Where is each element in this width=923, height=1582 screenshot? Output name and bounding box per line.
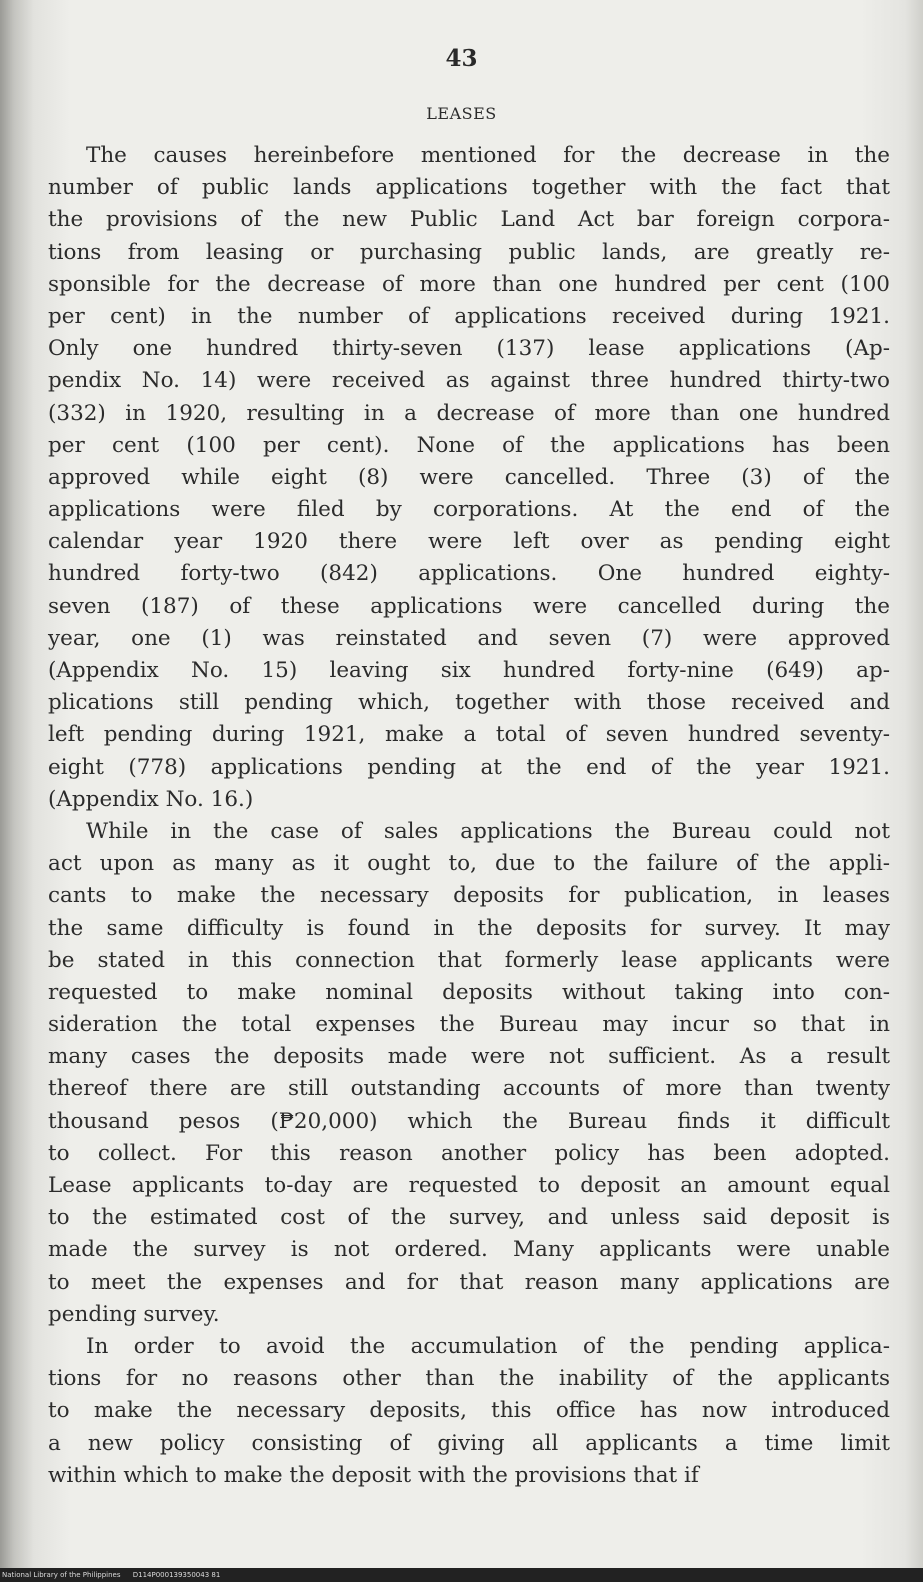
text-line: tions for no reasons other than the inability of the applicants <box>48 1366 890 1392</box>
text-line: applications were filed by corporations. At the end of the <box>48 497 890 523</box>
text-line: (Appendix No. 16.) <box>48 786 254 812</box>
text-line: Lease applicants to-day are requested to deposit an amount equal <box>48 1173 890 1198</box>
paragraph <box>48 816 890 1331</box>
paragraph <box>48 1331 890 1492</box>
text-line: to make the necessary deposits, this office has now introduced <box>48 1398 890 1424</box>
text-line: (332) in 1920, resulting in a decrease of more than one hundred <box>48 400 890 426</box>
text-line: (Appendix No. 15) leaving six hundred forty-nine (649) ap- <box>48 658 890 683</box>
text-line: to the estimated cost of the survey, and unless said deposit is <box>48 1205 890 1231</box>
text-line: made the survey is not ordered. Many applicants were unable <box>48 1237 890 1263</box>
text-line: In order to avoid the accumulation of the pending applica- <box>86 1333 890 1359</box>
text-line: per cent (100 per cent). None of the applications has been <box>48 432 890 458</box>
text-line: thereof there are still outstanding accounts of more than twenty <box>48 1076 890 1102</box>
text-line: be stated in this connection that formerly lease applicants were <box>48 947 890 973</box>
text-line: the same difficulty is found in the deposits for survey. It may <box>48 915 890 941</box>
text-line: pendix No. 14) were received as against three hundred thirty-two <box>48 368 890 394</box>
page-number: 43 <box>445 45 478 72</box>
text-line: to collect. For this reason another policy has been adopted. <box>48 1140 890 1166</box>
text-line: year, one (1) was reinstated and seven (7) were approved <box>48 625 890 651</box>
text-line: act upon as many as it ought to, due to the failure of the appli- <box>48 851 890 877</box>
text-line: seven (187) of these applications were cancelled during the <box>48 593 890 619</box>
text-line: per cent) in the number of applications received during 1921. <box>48 303 890 329</box>
footer-library: National Library of the Philippines <box>2 1571 121 1579</box>
text-line: approved while eight (8) were cancelled. Three (3) of the <box>48 464 890 490</box>
text-line: calendar year 1920 there were left over as pending eight <box>48 529 890 555</box>
text-line: sideration the total expenses the Bureau may incur so that in <box>48 1012 890 1038</box>
text-line: While in the case of sales applications the Bureau could not <box>86 818 890 844</box>
text-line: cants to make the necessary deposits for publication, in leases <box>48 883 890 909</box>
text-line: to meet the expenses and for that reason many applications are <box>48 1269 890 1295</box>
footer-scan-id: D114P000139350043 81 <box>132 1571 221 1579</box>
text-line: plications still pending which, together with those received and <box>48 690 890 716</box>
text-line: Only one hundred thirty-seven (137) lease applications (Ap- <box>48 336 890 362</box>
text-line: tions from leasing or purchasing public lands, are greatly re- <box>48 239 890 265</box>
text-line: within which to make the deposit with the provisions that if <box>48 1462 699 1488</box>
paragraph <box>48 140 890 816</box>
text-line: number of public lands applications together with the fact that <box>48 175 890 201</box>
text-line: pending survey. <box>48 1301 220 1327</box>
text-line: sponsible for the decrease of more than one hundred per cent (100 <box>48 271 890 297</box>
section-title: LEASES <box>426 104 497 123</box>
text-line: the provisions of the new Public Land Act bar foreign corpora- <box>48 207 890 233</box>
text-line: The causes hereinbefore mentioned for the decrease in the <box>86 143 890 168</box>
text-line: many cases the deposits made were not sufficient. As a result <box>48 1044 890 1070</box>
text-line: a new policy consisting of giving all applicants a time limit <box>48 1430 890 1456</box>
body-text <box>48 140 890 1492</box>
scan-footer <box>0 1568 923 1582</box>
text-line: eight (778) applications pending at the end of the year 1921. <box>48 754 890 780</box>
text-line: thousand pesos (₱20,000) which the Bureau finds it difficult <box>48 1108 890 1134</box>
text-line: requested to make nominal deposits without taking into con- <box>48 979 890 1005</box>
text-line: left pending during 1921, make a total of seven hundred seventy- <box>48 722 890 748</box>
text-line: hundred forty-two (842) applications. One hundred eighty- <box>48 561 890 587</box>
